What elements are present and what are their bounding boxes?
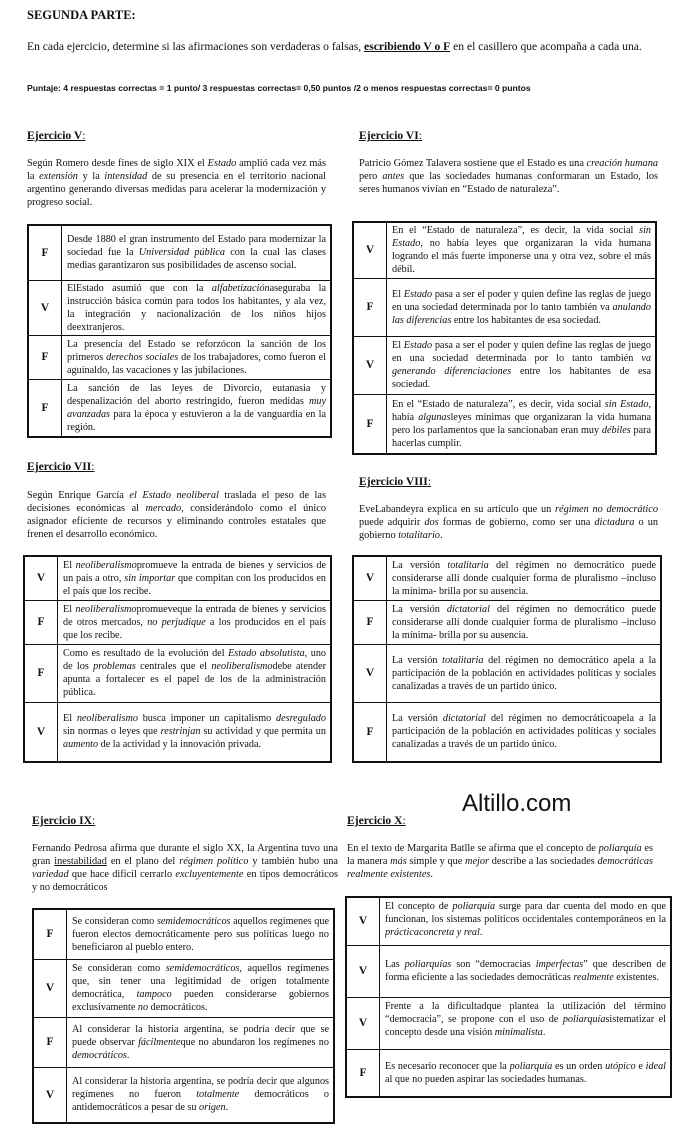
table-row xyxy=(346,1049,671,1097)
statement: La versión dictatorial del régimen no democrático puede considerarse allí donde cualquier forma de pluralismo –incluso la mínima- brilla por su ausencia. xyxy=(387,600,662,644)
statement: El neoliberalismopromueve la entrada de bienes y servicios de un país a otro, sin importar que compitan con los producidos en el país que los recibe. xyxy=(58,556,332,600)
table-row xyxy=(346,897,671,945)
exercise-10-prompt: En el texto de Margarita Batlle se afirma que el concepto de poliarquía es la manera más simple y que mejor describe a las sociedades democráticas realmente existentes. xyxy=(347,843,653,880)
answer-box[interactable]: F xyxy=(346,1049,380,1097)
answer-box[interactable]: F xyxy=(33,1017,67,1067)
answer-box[interactable]: V xyxy=(346,897,380,945)
table-row xyxy=(33,1017,334,1067)
answer-box[interactable]: F xyxy=(24,644,58,702)
statement: Se consideran como semidemocráticos, aquellos regímenes que, sin tener una legitimidad de origen totalmente democrática, tampoco pueden considerarse gobiernos exclusivamente no democráticos. xyxy=(67,959,335,1017)
statement: En el “Estado de naturaleza”, es decir, vida social sin Estado, había algunasleyes mínimas que organizaran la vida humana pero los parlamentos que la sancionaban eran muy débiles para hacerlas cumplir. xyxy=(387,394,657,454)
exercise-10-heading: Ejercicio X: xyxy=(347,814,406,827)
answer-box[interactable]: V xyxy=(346,945,380,997)
exercise-5-table xyxy=(27,224,332,438)
exercise-6-table xyxy=(352,221,657,455)
statement: La presencia del Estado se reforzócon la sanción de los primeros derechos sociales de los trabajadores, como fueron el aguinaldo, las vacaciones y las jubilaciones. xyxy=(62,335,332,379)
exercise-9-table xyxy=(32,908,335,1124)
statement: El concepto de poliarquía surge para dar cuenta del modo en que funcionan, los sistemas políticos occidentales contemporáneos en la prácticaconcreta y real. xyxy=(380,897,672,945)
table-row xyxy=(28,379,331,437)
answer-box[interactable]: F xyxy=(33,909,67,959)
exercise-8-heading: Ejercicio VIII: xyxy=(359,475,432,488)
table-row xyxy=(33,1067,334,1123)
watermark-logo: Altillo.com xyxy=(462,790,572,817)
exercise-7-prompt: Según Enrique García el Estado neoliberal traslada el peso de las decisiones económicas al mercado, considerándolo como el único asignador eficiente de recursos y eliminando controles estatales que frenen el desarrollo económico. xyxy=(27,490,326,540)
statement: Desde 1880 el gran instrumento del Estado para modernizar la sociedad fue la Universidad pública con la cual las clases medias garantizaron sus posibilidades de ascenso social. xyxy=(62,225,332,280)
statement: ElEstado asumió que con la alfabetizaciónaseguraba la instrucción básica común para todos los habitantes, y ala vez, la integración y nacionalización de los niños hijos deextranjeros. xyxy=(62,280,332,335)
table-row xyxy=(28,280,331,335)
table-row xyxy=(33,959,334,1017)
answer-box[interactable]: V xyxy=(24,702,58,762)
table-row xyxy=(346,997,671,1049)
table-row xyxy=(353,336,656,394)
page-title: SEGUNDA PARTE: xyxy=(27,8,136,22)
statement: El Estado pasa a ser el poder y quien define las reglas de juego en una sociedad determinada por lo tanto también va anulando las diferencias entre los habitantes de esa sociedad. xyxy=(387,278,657,336)
exercise-6-heading: Ejercicio VI: xyxy=(359,129,423,142)
exercise-10-table xyxy=(345,896,672,1098)
table-row xyxy=(353,394,656,454)
answer-box[interactable]: V xyxy=(33,1067,67,1123)
table-row xyxy=(28,335,331,379)
table-row xyxy=(24,556,331,600)
table-row xyxy=(24,702,331,762)
statement: Frente a la dificultadque plantea la utilización del término “democracia”, se propone con el uso de poliarquíasistematizar el concepto desde una visión minimalista. xyxy=(380,997,672,1049)
statement: La versión totalitaria del régimen no democrático apela a la participación de la población en actividades políticas y sociales canalizadas a través de un partido único. xyxy=(387,644,662,702)
answer-box[interactable]: F xyxy=(353,702,387,762)
statement: Al considerar la historia argentina, se podría decir que se puede observar fácilmenteque no abundaron los regímenes no democráticos. xyxy=(67,1017,335,1067)
exercise-7-table xyxy=(23,555,332,763)
table-row xyxy=(346,945,671,997)
statement: Al considerar la historia argentina, se podría decir que algunos regímenes no fueron totalmente democráticos o antidemocráticos a pesar de su origen. xyxy=(67,1067,335,1123)
exercise-9-heading: Ejercicio IX: xyxy=(32,814,96,827)
table-row xyxy=(353,644,661,702)
statement: La versión dictatorial del régimen no democráticoapela a la participación de la población en actividades políticas y sociales canalizadas a través de un partido único. xyxy=(387,702,662,762)
table-row xyxy=(24,600,331,644)
exercise-8-table xyxy=(352,555,662,763)
answer-box[interactable]: V xyxy=(28,280,62,335)
answer-box[interactable]: V xyxy=(346,997,380,1049)
scoring-rules: Puntaje: 4 respuestas correctas = 1 punto/ 3 respuestas correctas= 0,50 puntos /2 o menos respuestas correctas= 0 puntos xyxy=(27,83,531,93)
answer-box[interactable]: F xyxy=(24,600,58,644)
table-row xyxy=(353,556,661,600)
exercise-8-prompt: EveLabandeyra explica en su artículo que un régimen no democrático puede adquirir dos formas de gobierno, como ser una dictadura o un gobierno totalitario. xyxy=(359,504,659,541)
exercise-9-prompt: Fernando Pedrosa afirma que durante el siglo XX, la Argentina tuvo una gran inestabilidad en el plano del régimen político y también hubo una variedad que hace difícil cerrarlo excluyentemente en tipos democráticos y no democráticos xyxy=(32,843,338,893)
table-row xyxy=(353,278,656,336)
statement: La sanción de las leyes de Divorcio, eutanasia y despenalización del aborto restringido, fueron medidas muy avanzadas para la época y estuvieron a la de vanguardia en la región. xyxy=(62,379,332,437)
answer-box[interactable]: V xyxy=(353,644,387,702)
answer-box[interactable]: F xyxy=(353,600,387,644)
answer-box[interactable]: V xyxy=(353,222,387,278)
answer-box[interactable]: F xyxy=(353,394,387,454)
answer-box[interactable]: V xyxy=(24,556,58,600)
table-row xyxy=(353,600,661,644)
answer-box[interactable]: V xyxy=(353,336,387,394)
statement: El neoliberalismopromueveque la entrada de bienes y servicios de otros mercados, no perjudique a los producidos en el país que los recibe. xyxy=(58,600,332,644)
statement: Como es resultado de la evolución del Estado absolutista, uno de los problemas centrales que el neoliberalismodebe atender apunta a fortalecer es el papel de los de la administración pública. xyxy=(58,644,332,702)
statement: La versión totalitaria del régimen no democrático puede considerarse allí donde cualquier forma de pluralismo –incluso la mínima- brilla por su ausencia. xyxy=(387,556,662,600)
statement: El Estado pasa a ser el poder y quien define las reglas de juego en una sociedad determinada por lo tanto también va generando diferenciaciones entre los habitantes de esa sociedad. xyxy=(387,336,657,394)
statement: Las poliarquías son “democracias imperfectas” que describen de forma eficiente a las sociedades democráticas realmente existentes. xyxy=(380,945,672,997)
exercise-5-heading: Ejercicio V: xyxy=(27,129,86,142)
table-row xyxy=(28,225,331,280)
table-row xyxy=(33,909,334,959)
instructions: En cada ejercicio, determine si las afirmaciones son verdaderas o falsas, escribiendo V o F en el casillero que acompaña a cada una. xyxy=(27,40,642,53)
answer-box[interactable]: V xyxy=(353,556,387,600)
table-row xyxy=(24,644,331,702)
statement: En el “Estado de naturaleza”, es decir, la vida social sin Estado, no había leyes que organizaran la vida humana logrando el más fuerte imponerse una y otra vez, sobre el más débil. xyxy=(387,222,657,278)
exercise-6-prompt: Patricio Gómez Talavera sostiene que el Estado es una creación humana pero antes que las sociedades humanas conformaran un Estado, los seres humanos vivían en “Estado de naturaleza”. xyxy=(359,158,658,195)
answer-box[interactable]: F xyxy=(353,278,387,336)
answer-box[interactable]: F xyxy=(28,379,62,437)
table-row xyxy=(353,222,656,278)
exercise-5-prompt: Según Romero desde fines de siglo XIX el Estado amplió cada vez más la extensión y la intensidad de su presencia en el territorio nacional argentino generando diversas medidas para acelerar la modernización y progreso social. xyxy=(27,158,326,208)
answer-box[interactable]: V xyxy=(33,959,67,1017)
statement: Se consideran como semidemocráticos aquellos regímenes que fueron electos democráticamente pero sus políticas luego no beneficiaron al pueblo entero. xyxy=(67,909,335,959)
answer-box[interactable]: F xyxy=(28,335,62,379)
statement: Es necesario reconocer que la poliarquía es un orden utópico e ideal al que no pueden aspirar las sociedades humanas. xyxy=(380,1049,672,1097)
exercise-7-heading: Ejercicio VII: xyxy=(27,460,95,473)
answer-box[interactable]: F xyxy=(28,225,62,280)
statement: El neoliberalismo busca imponer un capitalismo desregulado sin normas o leyes que restrinjan su actividad y que permita un aumento de la actividad y la innovación privada. xyxy=(58,702,332,762)
table-row xyxy=(353,702,661,762)
